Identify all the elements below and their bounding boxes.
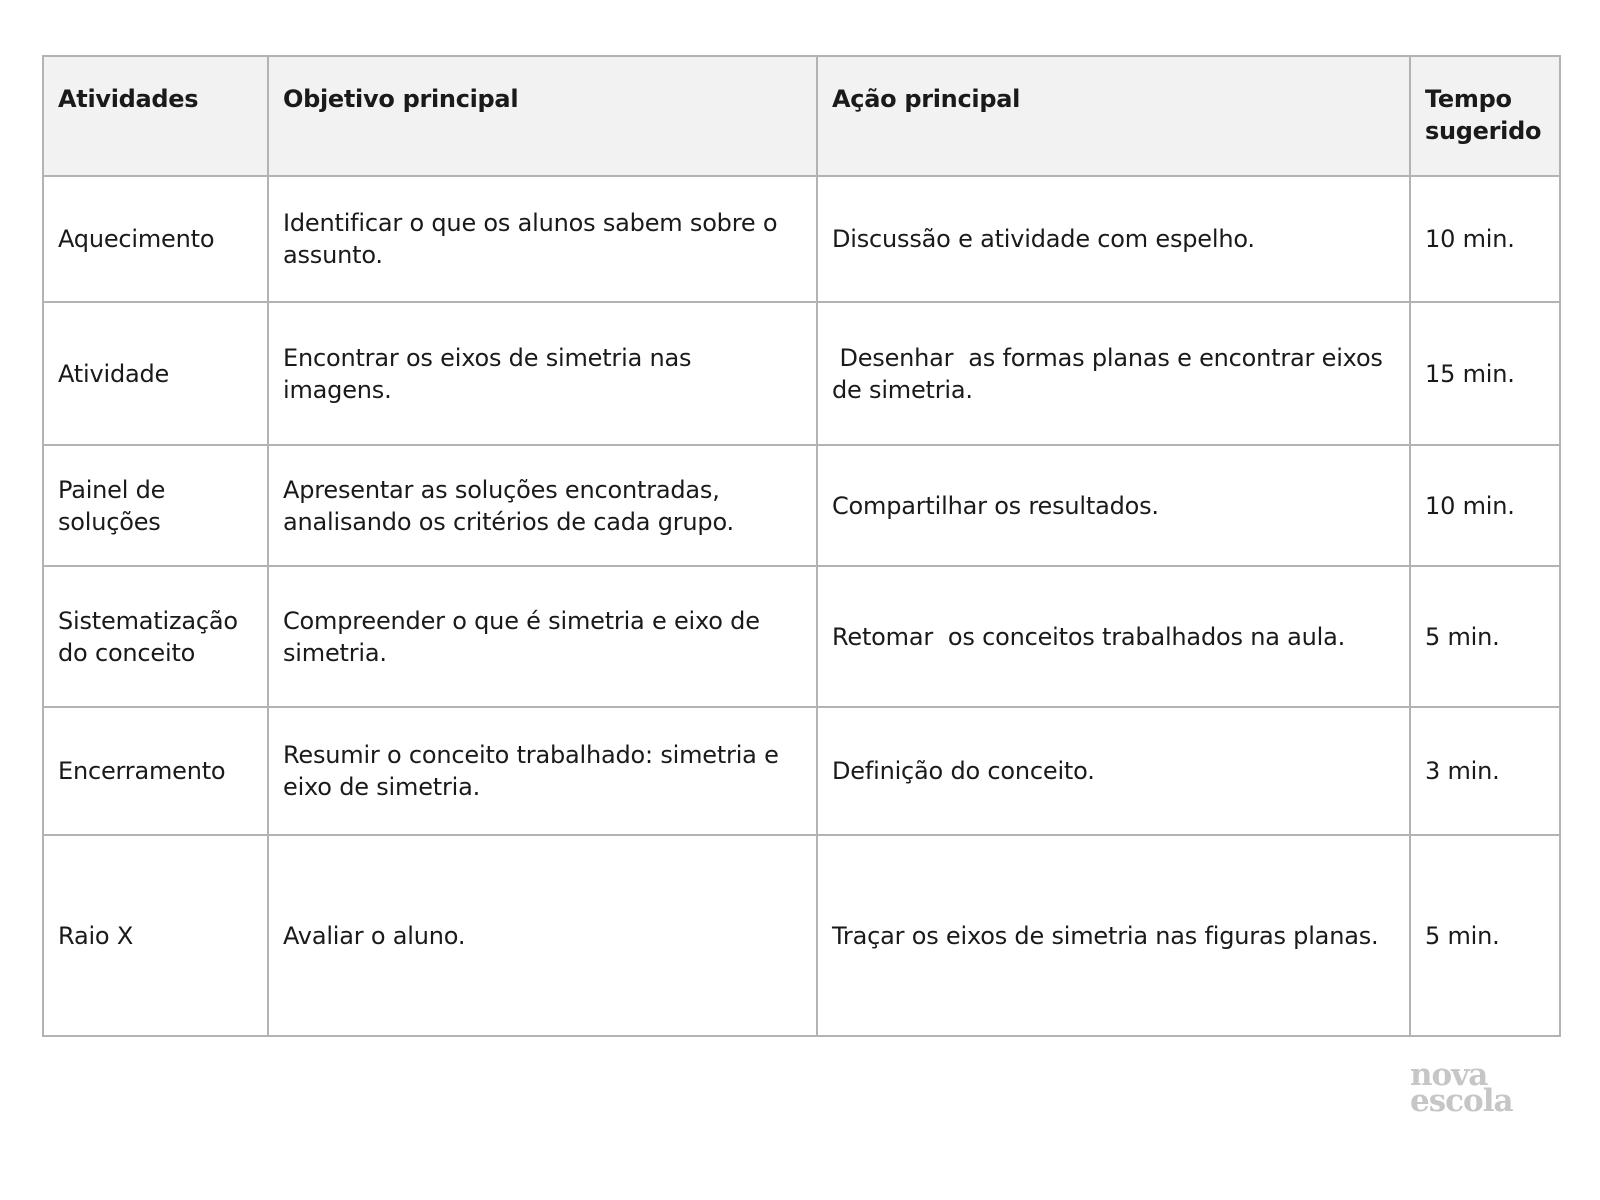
header-tempo-sugerido: Tempo sugerido (1410, 56, 1560, 176)
cell-objetivo: Resumir o conceito trabalhado: simetria e eixo de simetria. (268, 707, 817, 835)
table-row (43, 566, 1560, 707)
logo-line-1: nova (1410, 1057, 1488, 1093)
table-header-row (43, 56, 1560, 176)
cell-tempo: 5 min. (1410, 566, 1560, 707)
cell-acao: Discussão e atividade com espelho. (817, 176, 1410, 302)
header-objetivo-principal: Objetivo principal (268, 56, 817, 176)
cell-acao: Retomar os conceitos trabalhados na aula. (817, 566, 1410, 707)
cell-atividade: Painel de soluções (43, 445, 268, 566)
table-row (43, 445, 1560, 566)
table-row (43, 302, 1560, 445)
cell-tempo: 10 min. (1410, 445, 1560, 566)
table-row (43, 176, 1560, 302)
cell-tempo: 5 min. (1410, 835, 1560, 1036)
nova-escola-logo (1410, 1057, 1530, 1119)
cell-atividade: Atividade (43, 302, 268, 445)
cell-acao: Definição do conceito. (817, 707, 1410, 835)
header-atividades: Atividades (43, 56, 268, 176)
cell-acao: Compartilhar os resultados. (817, 445, 1410, 566)
cell-atividade: Encerramento (43, 707, 268, 835)
cell-atividade: Aquecimento (43, 176, 268, 302)
lesson-plan-table (42, 55, 1561, 1037)
cell-tempo: 15 min. (1410, 302, 1560, 445)
cell-atividade: Raio X (43, 835, 268, 1036)
logo-line-2: escola (1410, 1083, 1513, 1119)
cell-objetivo: Avaliar o aluno. (268, 835, 817, 1036)
cell-objetivo: Compreender o que é simetria e eixo de simetria. (268, 566, 817, 707)
cell-objetivo: Identificar o que os alunos sabem sobre o assunto. (268, 176, 817, 302)
cell-objetivo: Encontrar os eixos de simetria nas imagens. (268, 302, 817, 445)
cell-acao: Desenhar as formas planas e encontrar eixos de simetria. (817, 302, 1410, 445)
table-row (43, 707, 1560, 835)
cell-tempo: 3 min. (1410, 707, 1560, 835)
cell-atividade: Sistematização do conceito (43, 566, 268, 707)
table-row (43, 835, 1560, 1036)
cell-tempo: 10 min. (1410, 176, 1560, 302)
cell-objetivo: Apresentar as soluções encontradas, analisando os critérios de cada grupo. (268, 445, 817, 566)
header-acao-principal: Ação principal (817, 56, 1410, 176)
cell-acao: Traçar os eixos de simetria nas figuras planas. (817, 835, 1410, 1036)
